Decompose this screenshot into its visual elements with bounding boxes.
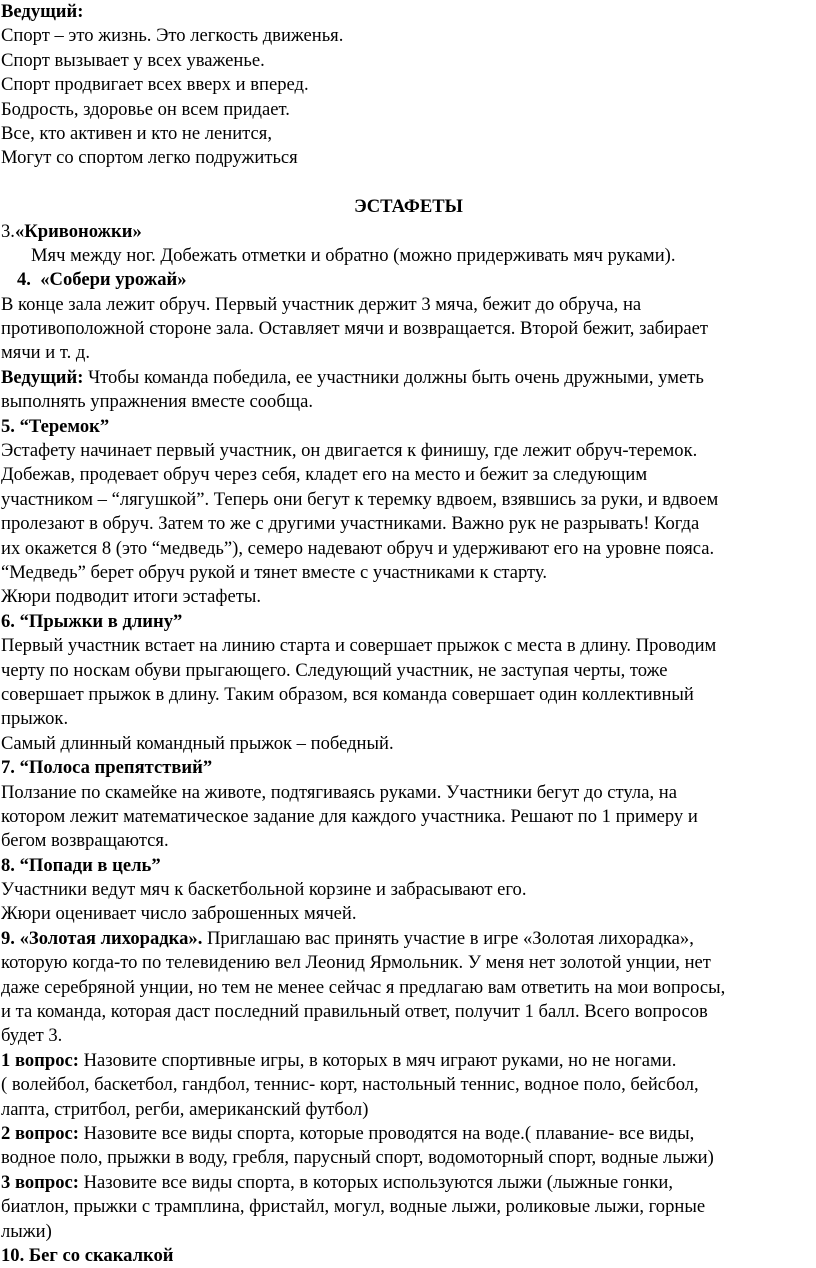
relay-10-title: 10. Бег со скакалкой bbox=[1, 1244, 174, 1266]
question-1-answer: ( волейбол, баскетбол, гандбол, теннис- корт, настольный теннис, водное поло, бейсбол, bbox=[1, 1074, 699, 1096]
relay-7-text: Ползание по скамейке на животе, подтягиваясь руками. Участники бегут до стула, на bbox=[1, 781, 677, 803]
section-title: ЭСТАФЕТЫ bbox=[354, 196, 463, 218]
poem-line: Бодрость, здоровье он всем придает. bbox=[1, 98, 290, 120]
relay-9-intro: Приглашаю вас принять участие в игре «Золотая лихорадка», bbox=[202, 927, 694, 949]
question-2 bbox=[1, 1122, 816, 1146]
spacer bbox=[1, 171, 816, 195]
relay-4-speaker: Ведущий: bbox=[1, 366, 84, 388]
question-3-answer: лыжи) bbox=[1, 1220, 52, 1242]
poem-line: Спорт – это жизнь. Это легкость движенья. bbox=[1, 25, 344, 47]
relay-4-number: 4. bbox=[17, 269, 31, 291]
relay-6-title: 6. “Прыжки в длину” bbox=[1, 610, 183, 632]
relay-6-text: прыжок. bbox=[1, 708, 69, 730]
relay-8-title: 8. “Попади в цель” bbox=[1, 854, 161, 876]
relay-6-text: черту по носкам обуви прыгающего. Следующий участник, не заступая черты, тоже bbox=[1, 659, 668, 681]
relay-7-title: 7. “Полоса препятствий” bbox=[1, 757, 213, 779]
relay-5-text: участником – “лягушкой”. Теперь они бегут к теремку вдвоем, взявшись за руки, и вдвоем bbox=[1, 488, 719, 510]
intro-speaker: Ведущий: bbox=[1, 1, 84, 22]
relay-7-text: котором лежит математическое задание для каждого участника. Решают по 1 примеру и bbox=[1, 805, 698, 827]
question-1-label: 1 вопрос: bbox=[1, 1049, 79, 1071]
question-2-text: Назовите все виды спорта, которые проводятся на воде.( плавание- все виды, bbox=[78, 1122, 695, 1144]
relay-5-text: “Медведь” берет обруч рукой и тянет вместе с участниками к старту. bbox=[1, 561, 547, 583]
relay-9-text: и та команда, которая даст последний правильный ответ, получит 1 балл. Всего вопросов bbox=[1, 1001, 708, 1023]
poem-line: Спорт вызывает у всех уваженье. bbox=[1, 49, 265, 71]
relay-9-text: даже серебряной унции, но тем не менее сейчас я предлагаю вам ответить на мои вопросы, bbox=[1, 976, 726, 998]
relay-4-speaker-text: Чтобы команда победила, ее участники должны быть очень дружными, уметь bbox=[83, 366, 704, 388]
relay-4-speaker-line bbox=[1, 366, 816, 390]
relay-4-text: В конце зала лежит обруч. Первый участник держит 3 мяча, бежит до обруча, на bbox=[1, 293, 642, 315]
relay-9-title: 9. «Золотая лихорадка». bbox=[1, 927, 203, 949]
relay-9-heading bbox=[1, 927, 816, 951]
poem-line: Могут со спортом легко подружиться bbox=[1, 147, 298, 169]
question-3-label: 3 вопрос: bbox=[1, 1171, 79, 1193]
relay-5-text: Добежав, продевает обруч через себя, кладет его на место и бежит за следующим bbox=[1, 464, 648, 486]
relay-5-text: пролезают в обруч. Затем то же с другими участниками. Важно рук не разрывать! Когда bbox=[1, 513, 700, 535]
relay-3-number: 3. bbox=[1, 220, 15, 242]
relay-4-title: «Собери урожай» bbox=[40, 269, 187, 291]
relay-6-text: Первый участник встает на линию старта и совершает прыжок с места в длину. Проводим bbox=[1, 635, 717, 657]
poem-line: Спорт продвигает всех вверх и вперед. bbox=[1, 74, 309, 96]
document-page bbox=[1, 0, 816, 1268]
relay-5-text: их окажется 8 (это “медведь”), семеро надевают обруч и удерживают его на уровне пояса. bbox=[1, 537, 715, 559]
relay-3-text: Мяч между ног. Добежать отметки и обратно (можно придерживать мяч руками). bbox=[31, 244, 676, 266]
question-2-answer: водное поло, прыжки в воду, гребля, парусный спорт, водомоторный спорт, водные лыжи) bbox=[1, 1147, 714, 1169]
question-3 bbox=[1, 1171, 816, 1195]
relay-5-text: Жюри подводит итоги эстафеты. bbox=[1, 586, 261, 608]
relay-3-title: «Кривоножки» bbox=[14, 220, 142, 242]
relay-4-speaker-text-cont: выполнять упражнения вместе сообща. bbox=[1, 391, 314, 413]
relay-4-text: противоположной стороне зала. Оставляет мячи и возвращается. Второй бежит, забирает bbox=[1, 318, 709, 340]
relay-6-text: совершает прыжок в длину. Таким образом, вся команда совершает один коллективный bbox=[1, 683, 694, 705]
relay-7-text: бегом возвращаются. bbox=[1, 830, 169, 852]
question-1 bbox=[1, 1049, 816, 1073]
relay-9-text: будет 3. bbox=[1, 1025, 63, 1047]
relay-4-text: мячи и т. д. bbox=[1, 342, 91, 364]
relay-8-text: Участники ведут мяч к баскетбольной корзине и забрасывают его. bbox=[1, 879, 527, 901]
relay-9-text: которую когда-то по телевидению вел Леонид Ярмольник. У меня нет золотой унции, нет bbox=[1, 952, 711, 974]
question-3-text: Назовите все виды спорта, в которых используются лыжи (лыжные гонки, bbox=[78, 1171, 673, 1193]
relay-3-heading bbox=[1, 220, 816, 244]
relay-5-text: Эстафету начинает первый участник, он двигается к финишу, где лежит обруч-теремок. bbox=[1, 440, 698, 462]
relay-4-heading bbox=[1, 268, 816, 292]
relay-5-title: 5. “Теремок” bbox=[1, 415, 110, 437]
question-2-label: 2 вопрос: bbox=[1, 1122, 79, 1144]
question-1-text: Назовите спортивные игры, в которых в мяч играют руками, но не ногами. bbox=[78, 1049, 677, 1071]
relay-6-text: Самый длинный командный прыжок – победный. bbox=[1, 732, 394, 754]
poem-line: Все, кто активен и кто не ленится, bbox=[1, 122, 272, 144]
question-3-answer: биатлон, прыжки с трамплина, фристайл, могул, водные лыжи, роликовые лыжи, горные bbox=[1, 1196, 706, 1218]
question-1-answer: лапта, стритбол, регби, американский футбол) bbox=[1, 1098, 369, 1120]
relay-8-text: Жюри оценивает число заброшенных мячей. bbox=[1, 903, 357, 925]
